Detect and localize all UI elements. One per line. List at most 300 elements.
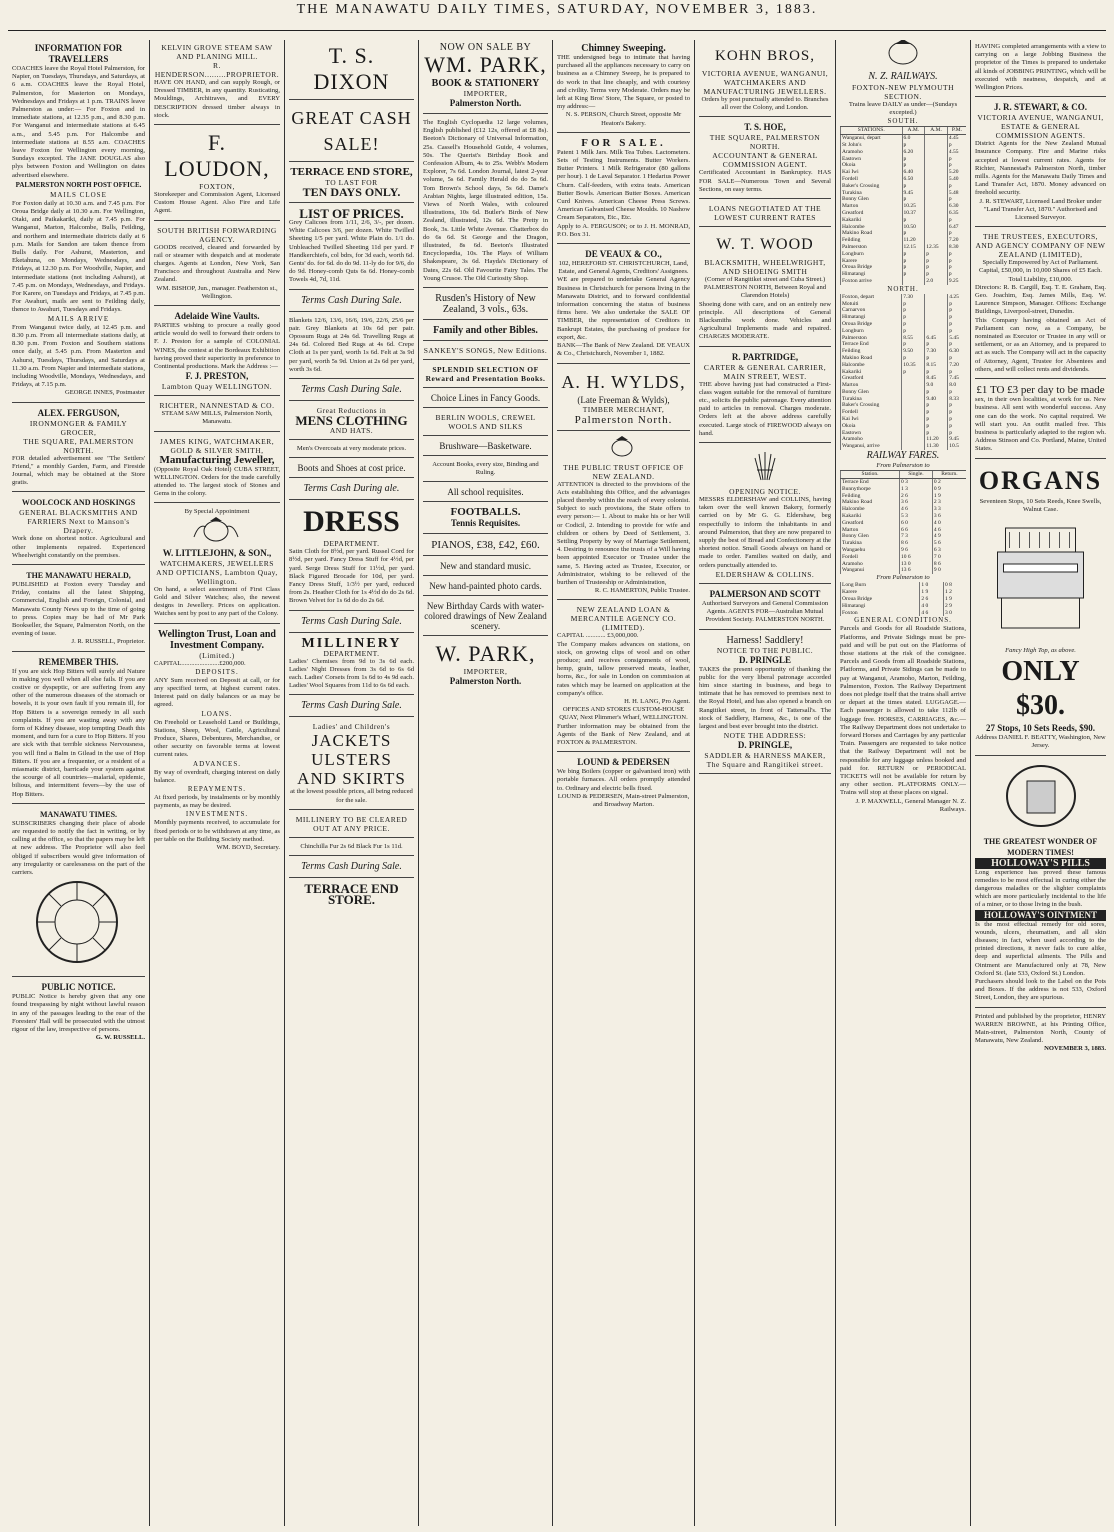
arrive-text: From Wanganui twice daily, at 12.45 p.m. and 8.30 p.m. From all intermediate stations daily, at 8.30 p.m. From Foxton and Southern stations once daily, at 5.45 p.m. From Masterton and Ashurst, Tuesdays, Thursdays, and Saturdays at 11.30 a.m. From Napier and intermediate stations, including Woodville, Mondays, Wednesdays, and Fridays, at 7.15 p.m.	[12, 323, 145, 389]
prices-block	[289, 205, 414, 290]
timetable-cell: Marton	[841, 382, 902, 389]
ferguson-ad	[12, 405, 145, 493]
bibles: Family and other Bibles.	[433, 325, 538, 337]
timetable-row	[841, 499, 967, 506]
loans: LOANS NEGOTIATED AT THE LOWEST CURRENT RATES	[708, 204, 822, 223]
stewart-text: District Agents for the New Zealand Mutual Insurance Company. Fire and Marine risks accepted at lowest current rates. Agents for Richter, Nannestad's Palmerston North, timber mills. Agents for the Manawatu Daily Times and Land Transfer Act, 1870. Money advanced on freehold security.	[975, 140, 1106, 197]
timetable-cell: Foxton arrive	[841, 278, 903, 285]
timetable-row	[841, 264, 967, 271]
sale-sign: Apply to A. FERGUSON; or to J. H. MONRAD, P.O. Box 31.	[557, 222, 690, 238]
timetable-cell	[925, 314, 948, 321]
palmerson-text: Authorised Surveyors and General Commission Agents. AGENTS FOR—Australian Mutual Provident Society. PALMERSTON NORTH.	[701, 599, 829, 624]
timetable-cell: Wanganui	[841, 567, 900, 574]
richter-title: RICHTER, NANNESTAD & CO.	[159, 401, 275, 411]
loudon-ad	[154, 127, 280, 221]
masthead-title: THE MANAWATU DAILY TIMES, SATURDAY, NOVEMBER 3, 1883.	[296, 2, 818, 17]
timetable-row	[841, 176, 967, 183]
timetable-cell: 8 6	[900, 540, 933, 547]
trust-loans: LOANS.	[201, 709, 233, 718]
offices: OFFICES AND STORES CUSTOM-HOUSE QUAY, Next Plimmer's Wharf, WELLINGTON.	[559, 706, 688, 722]
account: Account Books, every size, Binding and Ruling.	[432, 461, 539, 477]
trust-title: Wellington Trust, Loan and Investment Company.	[158, 628, 276, 651]
timetable-row	[841, 382, 967, 389]
trust-sign: R. C. HAMERTON, Public Trustee.	[594, 587, 690, 595]
for-sale-ad	[557, 135, 690, 244]
north-label: NORTH.	[887, 284, 919, 293]
timetable-cell: p	[948, 423, 966, 430]
chinchilla-block	[289, 840, 414, 856]
partridge-ad	[699, 349, 831, 443]
timetable-cell: 0 2	[932, 479, 966, 486]
timetable-cell: Fordell	[841, 554, 900, 561]
choice: Choice Lines in Fancy Goods.	[430, 393, 541, 404]
timetable-cell	[902, 430, 925, 437]
timetable-cell	[902, 278, 925, 285]
timetable-row	[841, 540, 967, 547]
bibles-block	[423, 322, 548, 341]
notice-public: NOTICE TO THE PUBLIC.	[716, 645, 814, 655]
fare-table	[840, 470, 966, 574]
timetable-cell: p	[925, 389, 948, 396]
timetable-cell: 11.20	[925, 436, 948, 443]
column-6	[694, 40, 835, 1526]
timetable-cell: 13 0	[900, 561, 933, 568]
issue-date: NOVEMBER 3, 1883.	[1044, 1045, 1106, 1053]
kohn-ad	[699, 40, 831, 117]
timetable-cell	[925, 307, 948, 314]
sankey-block	[423, 343, 548, 360]
north-timetable	[840, 294, 966, 450]
timetable-cell: Terrace End	[841, 341, 902, 348]
birthday: New Birthday Cards with water-colored drawings of New Zealand scenery.	[424, 601, 547, 632]
timetable-cell: 8.33	[948, 396, 966, 403]
park-footer	[423, 638, 548, 691]
organs-sub: Seventeen Stops, 10 Sets Reeds, Knee Swells, Walnut Case.	[979, 497, 1102, 513]
terms-3	[289, 480, 414, 500]
timetable-cell: 4.25	[948, 294, 966, 301]
timetable-cell	[925, 190, 948, 197]
kelvin-prop: R. HENDERSON.........PROPRIETOR.	[154, 61, 280, 79]
timetable-cell: p	[902, 307, 925, 314]
sbfa-ad	[154, 223, 280, 306]
timetable-row	[841, 321, 967, 328]
timetable-cell: p	[902, 156, 925, 163]
herald-title: THE MANAWATU HERALD,	[26, 570, 131, 580]
timetable-row	[841, 149, 967, 156]
pills: HOLLOWAY'S PILLS	[975, 858, 1106, 869]
timetable-cell: p	[902, 314, 925, 321]
timetable-row	[841, 142, 967, 149]
timetable-cell: Baker's Crossing	[841, 402, 902, 409]
timetable-cell: Palmerston	[841, 244, 903, 251]
timetable-row	[841, 210, 967, 217]
littlejohn-title: W. LITTLEJOHN, & SON.,	[162, 547, 272, 558]
timetable-cell: p	[948, 369, 966, 376]
timetable-row	[841, 409, 967, 416]
timetable-cell: Halcombe	[841, 506, 900, 513]
timetable-row	[841, 135, 967, 142]
harness-ad	[699, 632, 831, 775]
kohn-title: KOHN BROS,	[714, 48, 815, 64]
wood-trade: BLACKSMITH, WHEELWRIGHT, AND SHOEING SMITH	[704, 258, 826, 277]
timetable-row	[841, 230, 967, 237]
timetable-cell: 1 9	[932, 493, 966, 500]
hdr-am1: A.M.	[902, 127, 925, 135]
directors: Directors: R. B. Cargill, Esq. T. E. Graham, Esq. Geo. Joachim, Esq. James Mills, Esq. W. Laurence Simpson, Manager. Offices: Exchange Buildings, Liverpool-street, Dunedin.	[975, 283, 1106, 316]
timetable-cell: p	[947, 251, 966, 258]
opening-notice: OPENING NOTICE.	[729, 487, 801, 497]
timetable-cell: Aramoho	[841, 149, 903, 156]
wonder: THE GREATEST WONDER OF MODERN TIMES!	[983, 836, 1098, 857]
timetable-cell: Oroua Bridge	[841, 321, 902, 328]
column-4	[418, 40, 552, 1526]
book-list	[423, 116, 548, 288]
nz-loan-ad	[557, 602, 690, 752]
capital: CAPITAL ............ £3,000,000.	[557, 632, 639, 640]
timetable-cell: 9.45	[902, 190, 925, 197]
trust-loans-text: On Freehold or Leasehold Land or Buildings, Stations, Sheep, Wool, Cattle, Agricultural Produce, Shares, Debentures, Merchandise, or other security on favorable terms at lowest current rates.	[154, 718, 280, 759]
terms-2	[289, 381, 414, 401]
company-text: This Company having obtained an Act of Parliament can now, as a Company, be nominated as Executor or Trustee in any will or settlement, or as an Attorney, and is prepared to act as such. The Company will act in the capacity of Attorney, Agent, Trustee for Absentees and others, and will collect rents and dividends.	[975, 316, 1106, 373]
timetable-cell: p	[947, 142, 966, 149]
trust-text: ATTENTION is directed to the provisions of the Acts establishing this Office, and the advantages placed thereby within the reach of every colonist. Subject to such provisions, the State offers to every person:— 1. About to make his or her Will or Codicil, 2. Intending to provide for wife and children or others by Deed of Settlement, 3. Settling Property by way of Marriage Settlement, 4. Desiring to renounce the trusts of a Will having been appointed Executor or Trustee under the same, 5. Having acted as Trustee, Executor, or Administrator, wishing to be relieved of the burthen of Trusteeship or Administration,	[557, 480, 690, 586]
selection: SPLENDID SELECTION OF Reward and Presentation Books.	[425, 365, 546, 384]
trust-rep-text: At fixed periods, by instalments or by monthly payments, as may be desired.	[154, 793, 280, 810]
book-stationery: BOOK & STATIONERY	[431, 78, 540, 89]
overcoats-block	[289, 442, 414, 458]
trust-adv: ADVANCES.	[193, 759, 241, 768]
public-notice-ad	[12, 979, 145, 1046]
wpark: W. PARK,	[435, 641, 536, 667]
timetable-cell: 4 6	[900, 506, 933, 513]
lound-title: LOUND & PEDERSEN	[577, 757, 670, 768]
hoe-title-name: T. S. HOE,	[744, 122, 786, 133]
remember-ad	[12, 654, 145, 804]
timetable-cell: Longburn	[841, 251, 903, 258]
timetable-cell: p	[948, 341, 966, 348]
timetable-cell: p	[902, 183, 925, 190]
herald-text: PUBLISHED at Foxton every Tuesday and Friday, contains all the latest Shipping, Commercial, English and Foreign, Colonial, and Manawatu County News up to the time of going to press. Copies may be had of Mr Park Bookseller, the Square, Palmerston North, on the evening of issue.	[12, 580, 145, 638]
timetable-cell: 9.40	[925, 396, 948, 403]
timetable-cell: Feilding	[841, 493, 900, 500]
music: New and standard music.	[440, 561, 531, 572]
from-palm: From Palmerston to	[876, 462, 930, 470]
timetable-cell: Foxton	[841, 610, 920, 617]
timetable-cell: 4 6	[920, 610, 944, 617]
timetable-cell: p	[902, 355, 925, 362]
timetable-row	[841, 203, 967, 210]
birthday-block	[423, 598, 548, 636]
timetable-cell: Marton	[841, 203, 903, 210]
having-text: HAVING completed arrangements with a view to carrying on a large Jobbing Business the proprietor of the Times is prepared to undertake all kinds of JOBBING PRINTING, which will be executed with neatness, despatch, and at Wellington Prices.	[975, 43, 1106, 92]
sbfa-sign: WM. BISHOP, Jun., manager. Featherston st., Wellington.	[156, 284, 278, 300]
jackets-block	[289, 719, 414, 809]
timetable-cell: Okoia	[841, 162, 903, 169]
remember-title: REMEMBER THIS.	[38, 656, 119, 667]
timetable-cell: p	[902, 251, 925, 258]
timetable-cell: Okoia	[841, 423, 902, 430]
adelaide-title: Adelaide Wine Vaults.	[174, 311, 260, 322]
timetable-cell: Kai Iwi	[841, 169, 903, 176]
park-title: WM. PARK,	[424, 52, 547, 77]
timetable-cell: 6.30	[947, 203, 966, 210]
timetable-row	[841, 396, 967, 403]
lowest-prices: at the lowest possible prices, all being reduced for the sale.	[290, 788, 413, 804]
timetable-cell: p	[925, 430, 948, 437]
south-label: SOUTH.	[887, 117, 919, 126]
wheat-sheaf-icon	[699, 448, 831, 482]
lound-sign: LOUND & PEDERSEN, Main-street Palmerston, and Broadway Marton.	[557, 792, 690, 808]
devaux-bank: BANK—The Bank of New Zealand. DE VEAUX & Co., Christchurch, November 1, 1882.	[557, 342, 690, 358]
general-title: GENERAL CONDITIONS.	[854, 616, 952, 625]
timetable-cell: 0 8	[944, 582, 966, 589]
tennis: Tennis Requisites.	[450, 518, 521, 529]
timetable-cell: 5.20	[947, 169, 966, 176]
timetable-cell	[925, 169, 948, 176]
timetable-cell: p	[925, 423, 948, 430]
timetable-cell: Makino Road	[841, 355, 902, 362]
timetable-cell: Himatangi	[841, 271, 903, 278]
timetable-cell: p	[947, 264, 966, 271]
timetable-cell: 9.25	[947, 278, 966, 285]
woolcock-title: WOOLCOCK AND HOSKINGS	[21, 498, 136, 508]
timetable-cell: Baker's Crossing	[841, 183, 903, 190]
sbfa-title: SOUTH BRITISH FORWARDING AGENCY.	[157, 225, 277, 244]
timetable-cell: Long Burn	[841, 582, 920, 589]
woolcock-text: Work done on shortest notice. Agricultural and other implements repaired. Experienced Wheelwright constantly on the premises.	[12, 535, 145, 559]
timetable-cell: 9 0	[932, 567, 966, 574]
dress-text: Satin Cloth for 8½d, per yard. Russel Cord for 8½d, per yard. Fancy Dress Stuff for 4½d, per yard. Serge Dress Stuff for 11½d, per yard. Black Figured Brocade for 10d, per yard. Fancy Dress Stuff, 1/3½ per yard, reduced from 2s. Heather Cloth for 1s 4½d do do 2s 6d. Brown Velvet for 1s 6d do do 2s 6d.	[289, 548, 414, 605]
timetable-cell: 8.45	[925, 375, 948, 382]
eldershaw-text: MESSRS ELDERSHAW and COLLINS, having taken over the well known Bakery, formerly carried on by Mr G. G. Eldershaw, beg respectfully to inform the inhabitants in and around Palmerston, that they are now prepared to supply the best of Bread and Confectionery at the shortest notice. Small Goods always on hand or made to order. Families waited on daily, and orders punctually attended to.	[699, 496, 831, 569]
sbfa-text: GOODS received, cleared and forwarded by rail or steamer with despatch and at moderate charges. Agents at London, New York, San Francisco and throughout Australia and New Zealand.	[154, 243, 280, 284]
timetable-row	[841, 169, 967, 176]
millinery-block	[289, 635, 414, 696]
timetable-row	[841, 443, 967, 450]
column-1	[8, 40, 149, 1526]
timetable-cell	[925, 162, 948, 169]
terrace-block	[289, 164, 414, 203]
king-text: (Opposite Royal Oak Hotel) CUBA STREET, WELLINGTON. Orders for the trade carefully attended to. The largest stock of Stones and Gems in the colony.	[154, 465, 280, 498]
travellers-text: COACHES leave the Royal Hotel Palmerston, for Napier, on Tuesdays, Thursdays, and Saturdays, at 6 a.m. COACHES leave the Royal Hotel, Palmerston, for Masterton on Mondays, Wednesdays and Fridays at 1 p.m. TRAINS leave Palmerston as under:— For Foxton and in immediate stations, at 12.35 p.m., and 8.30 p.m. For Wanganui and intermediate stations at 6.45 a.m., and 5.45 p.m. For Halcombe and intermediate stations at 8.55 a.m. COACHES leave Foxton for Wellington every morning, Sundays excepted. The JANE DOUGLAS also plys between Foxton and Wellington on dates advertised elsewhere.	[12, 65, 145, 179]
partridge-text: THE above having just had constructed a First-class wagon suitable for the removal of furniture etc., solicits the public patronage. Every attention paid to articles in removal. Charges moderate. Orders left at the above address carefully executed. Large stock of FIREWOOD always on hand.	[699, 380, 831, 437]
timetable-row	[841, 554, 967, 561]
stewart-ad	[975, 99, 1106, 227]
timetable-cell	[902, 443, 925, 450]
palmerson-ad	[699, 586, 831, 630]
timetable-cell: Feilding	[841, 348, 902, 355]
trust-loan-ad	[154, 626, 280, 857]
timetable-cell: p	[902, 369, 925, 376]
timetable-row	[841, 190, 967, 197]
timetable-cell: p	[948, 314, 966, 321]
timetable-cell: p	[948, 389, 966, 396]
trust-limited: (Limited.)	[199, 650, 235, 660]
column-5	[552, 40, 694, 1526]
dress-dept: DEPARTMENT.	[323, 539, 380, 549]
trust-title: THE PUBLIC TRUST OFFICE OF NEW ZEALAND.	[563, 462, 684, 481]
trust-inv-text: Monthly payments received, to accumulate for fixed periods or to be withdrawn at any time, as per table on the Building Society method.	[154, 819, 280, 843]
wylds-palm: Palmerston North.	[574, 413, 673, 426]
timetable-cell: 10.25	[902, 203, 925, 210]
trust-rep: REPAYMENTS.	[187, 784, 247, 793]
ferguson-title: ALEX. FERGUSON,	[37, 407, 120, 418]
timetable-cell: 6.20	[902, 149, 925, 156]
timetable-cell: 3 0	[944, 610, 966, 617]
timetable-row	[841, 493, 967, 500]
hop-bitters-emblem	[12, 877, 142, 967]
fares-title: RAILWAY FARES.	[866, 450, 940, 462]
timetable-cell: Wangaehu	[841, 547, 900, 554]
timetable-cell: 6.0	[902, 135, 925, 142]
photo-block	[423, 578, 548, 596]
timetable-cell: Greatford	[841, 375, 902, 382]
timetable-cell: p	[948, 430, 966, 437]
timetable-cell: p	[902, 162, 925, 169]
timetable-cell	[925, 203, 948, 210]
timetable-cell: 1 3	[900, 486, 933, 493]
terrace-end-footer	[289, 880, 414, 909]
timetable-cell	[925, 230, 948, 237]
timetable-cell: Aramoho	[841, 561, 900, 568]
timetable-row	[841, 533, 967, 540]
wylds-title: A. H. WYLDS,	[561, 371, 686, 392]
masthead-rule	[8, 30, 1106, 31]
pound-text: sex, in their own localities, at work for us. New business. All sent with wonderful success. Any one can do the work. No capital required. We will start you. An outfit mailed free. This business is particularly adapted to the region wh. Address Stinson and Co. Portland, Maine, United States.	[975, 396, 1106, 453]
woolcock-ad	[12, 494, 145, 565]
palm2: Palmerston North.	[449, 676, 522, 687]
column-3	[284, 40, 418, 1526]
timetable-cell: 13 6	[900, 567, 933, 574]
foxton-section: FOXTON-NEW PLYMOUTH SECTION.	[851, 83, 954, 101]
timetable-row	[841, 610, 967, 617]
prices-text: Grey Calicoes from 1/11, 2/6, 3/-, per dozen. White Calicoes 3/6, per dozen. White Twilled Sheeting 1/5 per yard. White Plain do. 1/1 do. Unbleached Twilled Sheeting 11d per yard. F Handkerchiefs, col bdrs, for 3d each, worth 6d. Gents' do. for 6d. do do 9d. 11-ly do for 9/6, do do 9d. Honey-comb Quts 6s 6d. Honey-comb Towels 4d, 7d, 11d.	[289, 219, 414, 284]
timetable-cell: 1 2	[944, 589, 966, 596]
timetable-cell: p	[902, 217, 925, 224]
timetable-row	[841, 237, 967, 244]
timetable-cell: 5.48	[947, 190, 966, 197]
skirts: AND SKIRTS	[297, 769, 406, 789]
timetable-cell: Marton	[841, 527, 900, 534]
dress-block	[289, 502, 414, 610]
chimney-text: THE undersigned begs to intimate that having purchased all the appliances necessary to carry on business as a Chimney Sweep, he is prepared to do work in that line cheaply, and with courtesy and civility. Terms very Moderate. Orders may be left at King Bros' Store, The Square, or posted to my address:—	[557, 54, 690, 111]
boots-block	[289, 460, 414, 478]
timetable-cell: p	[925, 251, 948, 258]
football: FOOTBALLS.	[450, 506, 521, 519]
timetable-cell	[902, 416, 925, 423]
harness: Harness! Saddlery!	[726, 634, 804, 646]
timetable-cell: p	[902, 258, 925, 265]
selection-block	[423, 362, 548, 388]
pound: £1 TO £3 per day to be made	[976, 384, 1105, 397]
organ-illustration	[975, 518, 1106, 638]
timetable-cell: 6 6	[900, 527, 933, 534]
sankey: SANKEY'S SONGS, New Editions.	[423, 346, 548, 356]
timetable-cell: Bonny Glen	[841, 533, 900, 540]
beware: Purchasers should look to the Label on the Pots and Boxes. If the address is not 533, Oxford Street, London, they are spurious.	[975, 977, 1106, 1002]
wood-addr: (Corner of Rangitikei street and Cuba Street.) PALMERSTON NORTH, Between Royal and Clarendon Hotels)	[703, 276, 827, 300]
public-trust-ad	[557, 433, 690, 601]
timetable-cell: Wanganui, depart	[841, 135, 903, 142]
remember-text: If you are sick Hop Bitters will surely aid Nature in making you well when all else fails. If you are costive or dyspeptic, or are suffering from any other of the numerous diseases of the stomach or bowels, it is your own fault if you remain ill, for Hop Bitters is a sovereign remedy in all such complaints. If you are wasting away with any form of Kidney disease, stop tempting Death this moment, and turn for a cure to Hop Bitters. If you are sick with that terrible sickness Nervousness, you will find a Balm in Gilead in the use of Hop Bitters. If you are a frequenter, or a resident of a miasmatic district, barricade your system against the scourge of all countries—malarial, epidemic, bilious, and intermittent fevers—by the use of Hop Bitters.	[12, 667, 145, 798]
timetable-cell: 1 9	[944, 596, 966, 603]
timetable-cell: p	[902, 341, 925, 348]
timetable-cell: p	[947, 230, 966, 237]
ferguson-addr: THE SQUARE, PALMERSTON NORTH.	[23, 436, 134, 455]
timetable-cell: 4 6	[932, 527, 966, 534]
royal-arms-icon	[154, 517, 279, 543]
timetable-row	[841, 196, 967, 203]
school: All school requisites.	[447, 487, 524, 498]
timetable-cell: 10.50	[902, 224, 925, 231]
sale-title: FOR SALE.	[581, 136, 666, 149]
mill-cleared-block	[289, 812, 414, 838]
timetable-cell: 8.55	[902, 335, 925, 342]
public-title: PUBLIC NOTICE.	[41, 982, 116, 993]
from-palm2: From Palmerston to	[876, 574, 930, 582]
importer2: IMPORTER,	[463, 667, 508, 677]
wylds-ad	[557, 366, 690, 431]
times-text: SUBSCRIBERS changing their place of abode are requested to notify the fact in writing, or by calling at the office, so that the papers may be left at new address. The Proprietor will also feel obliged if subscribers would give information of any irregularity or carelessness on the part of the carriers.	[12, 819, 145, 877]
terms-5	[289, 697, 414, 717]
times-ad	[12, 806, 145, 977]
hoe-ad	[699, 119, 831, 199]
eldershaw-ad	[699, 445, 831, 584]
timetable-cell: Greatford	[841, 210, 903, 217]
timetable-cell: 4 0	[932, 520, 966, 527]
terms-label: Terms Cash During Sale.	[301, 384, 402, 396]
account-block	[423, 458, 548, 482]
stewart-sub: VICTORIA AVENUE, WANGANUI, ESTATE & GENERAL COMMISSION AGENTS.	[977, 113, 1104, 141]
timetable-cell: 2 3	[932, 499, 966, 506]
timetable-cell: 7.45	[948, 375, 966, 382]
masthead	[0, 0, 1114, 38]
timetable-cell	[925, 183, 948, 190]
pringle-text: TAKES the present opportunity of thanking the public for the very liberal patronage accorded him since starting in business, and begs to intimate that he has removed to premises next to the Royal Hotel, and has also opened a branch on Rangitikei street, in front of Tattersall's. The stock of Saddlery, Harness, &c., is one of the largest and best ever brought into the district.	[699, 665, 831, 730]
timetable-row	[841, 389, 967, 396]
timetable-cell: St John's	[841, 142, 903, 149]
timetable-cell	[925, 142, 948, 149]
timetable-cell: 4.45	[947, 135, 966, 142]
kohn-text: Orders by post punctually attended to. Branches all over the Colony, and London.	[701, 96, 829, 112]
cabinet-caption: Fancy High Top, as above.	[1005, 646, 1076, 654]
timetable-cell: 8.0	[948, 382, 966, 389]
timetable-cell	[925, 135, 948, 142]
hdr-am2: A.M.	[925, 127, 948, 135]
hdr-pm: P.M.	[947, 127, 966, 135]
lound-text: We bing Boilers (copper or galvanised iron) with portable furnaces. All orders promptly attended to. Ordinary and electric bells fixed.	[557, 768, 690, 792]
maxwell: J. P. MAXWELL, General Manager N. Z. Railways.	[855, 797, 966, 813]
timetable-cell: p	[902, 271, 925, 278]
hoe-text: Certificated Accountant in Bankruptcy. HAS FOR SALE—Numerous Town and Several Sections, on easy terms.	[699, 169, 831, 193]
general-text: Parcels and Goods for all Roadside Stations, Platforms, and Private Sidings must be pre-paid and will be put out on the Platforms of those stations at the risk of the consignee. Parcels and Goods from all Roadside Stations, Platforms, and Private Sidings can be made to pay at Wanganui, Aramoho, Marton, Feilding, Palmerston, Foxton. The Railway Department does not pledge itself that the trains shall arrive or depart at the times stated. LUGGAGE.—Each passenger is allowed to take 112lb of luggage free. HORSES, CARRIAGES, &c.—The Railway Department does not undertake to forward Horses and Carriages by any particular Train. Passengers are requested to take notice that the Railway Department will not be responsible for any luggage unless booked and paid for. RETURN or PERIODICAL TICKETS will not be available for return by any other section. PLATFORMS ONLY.—Trains will stop at these places on signal.	[840, 625, 966, 797]
blankets-text: Blankets 12/6, 13/6, 16/6, 19/6, 22/6, 25/6 per pair. Grey Blankets at 10s 6d per pair. Opossum Rugs at 24s 6d. Travelling Rugs at 24s 6d. Colored Bed Rugs at 4s 6d. Crepe Cloth at 1s per yard, worth 1s 6d. Felt at 3s 9d per yard, worth 5s 9d. Union at 2s 6d per yard, worth 3s 6d.	[289, 316, 414, 373]
timetable-cell: 7.20	[948, 362, 966, 369]
wood-ad	[699, 229, 831, 347]
timetable-cell: 6.50	[902, 176, 925, 183]
palmerson-title: PALMERSON AND SCOTT	[709, 588, 821, 599]
imprint	[975, 1010, 1106, 1058]
timetable-cell: p	[902, 328, 925, 335]
devaux-ad	[557, 246, 690, 363]
sale-list: Patent 1 Milk Jars. Milk Tea Tubes. Lactometers. Sets of Testing Instruments. Butter Workers. Butter Printers. 1 Milk Refrigerator (80 gallons per hour). 1 de Laval Separator. 1 Hedarius Power Churn. Calf-feeders, with extra teats. American Butter Bowls. American Butter Boxes. American Curd Knives. American Cheese Press Screws. American Galvanised Cheese Moulds. 10 Nashow Cream Separators, Etc., Etc.	[557, 148, 690, 222]
timetable-cell: p	[925, 341, 948, 348]
timetable-cell: 3 6	[932, 513, 966, 520]
timetable-row	[841, 341, 967, 348]
timetable-cell: 10 6	[900, 554, 933, 561]
timetable-cell: Karere	[841, 258, 903, 265]
timetable-cell: 9.45	[948, 436, 966, 443]
